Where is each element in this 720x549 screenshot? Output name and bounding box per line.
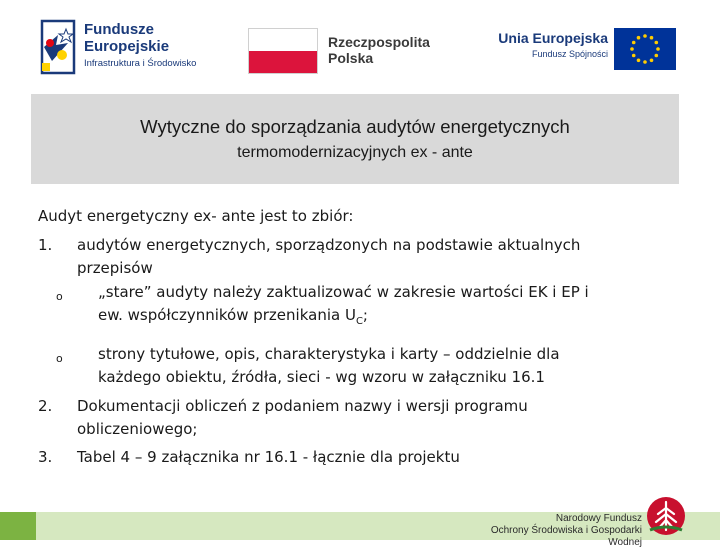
unia-europejska-logo — [488, 26, 688, 74]
subitem-1-line1: „stare” audyty należy zaktualizować w zakresie wartości EK i EP i — [98, 283, 589, 301]
item-2-number: 2. — [38, 397, 53, 415]
slide-title-line1: Wytyczne do sporządzania audytów energetycznych — [140, 116, 570, 137]
subitem-1-line2 — [98, 305, 368, 333]
rzeczpospolita-label: Rzeczpospolita — [328, 34, 430, 50]
fundusze-europejskie-emblem-icon — [38, 17, 78, 77]
footer-accent — [0, 512, 36, 540]
fundusze-europejskie-logo — [38, 17, 218, 79]
item-2-line1: Dokumentacji obliczeń z podaniem nazwy i wersji programu — [77, 397, 528, 415]
unia-europejska-label: Unia Europejska — [498, 30, 608, 46]
fundusz-spojnosci-label: Fundusz Spójności — [531, 49, 608, 59]
nfos-text — [488, 513, 642, 549]
subitem-2-line1: strony tytułowe, opis, charakterystyka i karty – oddzielnie dla — [98, 345, 560, 363]
rzeczpospolita-polska-logo — [248, 26, 448, 74]
subitem-2-bullet-icon: o — [56, 352, 63, 365]
subitem-1-subscript: C — [355, 316, 363, 327]
item-1-line1: audytów energetycznych, sporządzonych na podstawie aktualnych — [77, 236, 581, 254]
subitem-1-line2-text: ew. współczynników przenikania U — [98, 306, 356, 324]
slide-title-line2: termomodernizacyjnych ex - ante — [237, 144, 473, 161]
nfos-line2: Ochrony Środowiska i Gospodarki Wodnej — [490, 525, 642, 548]
nfos-line1: Narodowy Fundusz — [555, 513, 642, 524]
slide-title-box — [31, 94, 679, 184]
eu-flag-icon — [614, 28, 676, 70]
item-1-line2: przepisów — [77, 259, 153, 277]
item-3-line1: Tabel 4 – 9 załącznika nr 16.1 - łącznie dla projektu — [77, 448, 460, 466]
polish-flag-icon — [248, 28, 318, 74]
item-3-number: 3. — [38, 448, 53, 466]
item-1-number: 1. — [38, 236, 53, 254]
nfos-tree-logo-icon — [646, 496, 686, 536]
fundusze-label: Fundusze — [84, 21, 154, 38]
item-2-line2: obliczeniowego; — [77, 420, 198, 438]
subitem-1-line2-end: ; — [362, 306, 368, 324]
intro-text: Audyt energetyczny ex- ante jest to zbiór: — [38, 207, 354, 225]
subitem-1-bullet-icon: o — [56, 290, 63, 303]
europejskie-label: Europejskie — [84, 38, 170, 55]
subitem-2-line2: każdego obiektu, źródła, sieci - wg wzoru w załączniku 16.1 — [98, 368, 545, 386]
polska-label: Polska — [328, 50, 374, 66]
program-label: Infrastruktura i Środowisko — [84, 58, 197, 69]
